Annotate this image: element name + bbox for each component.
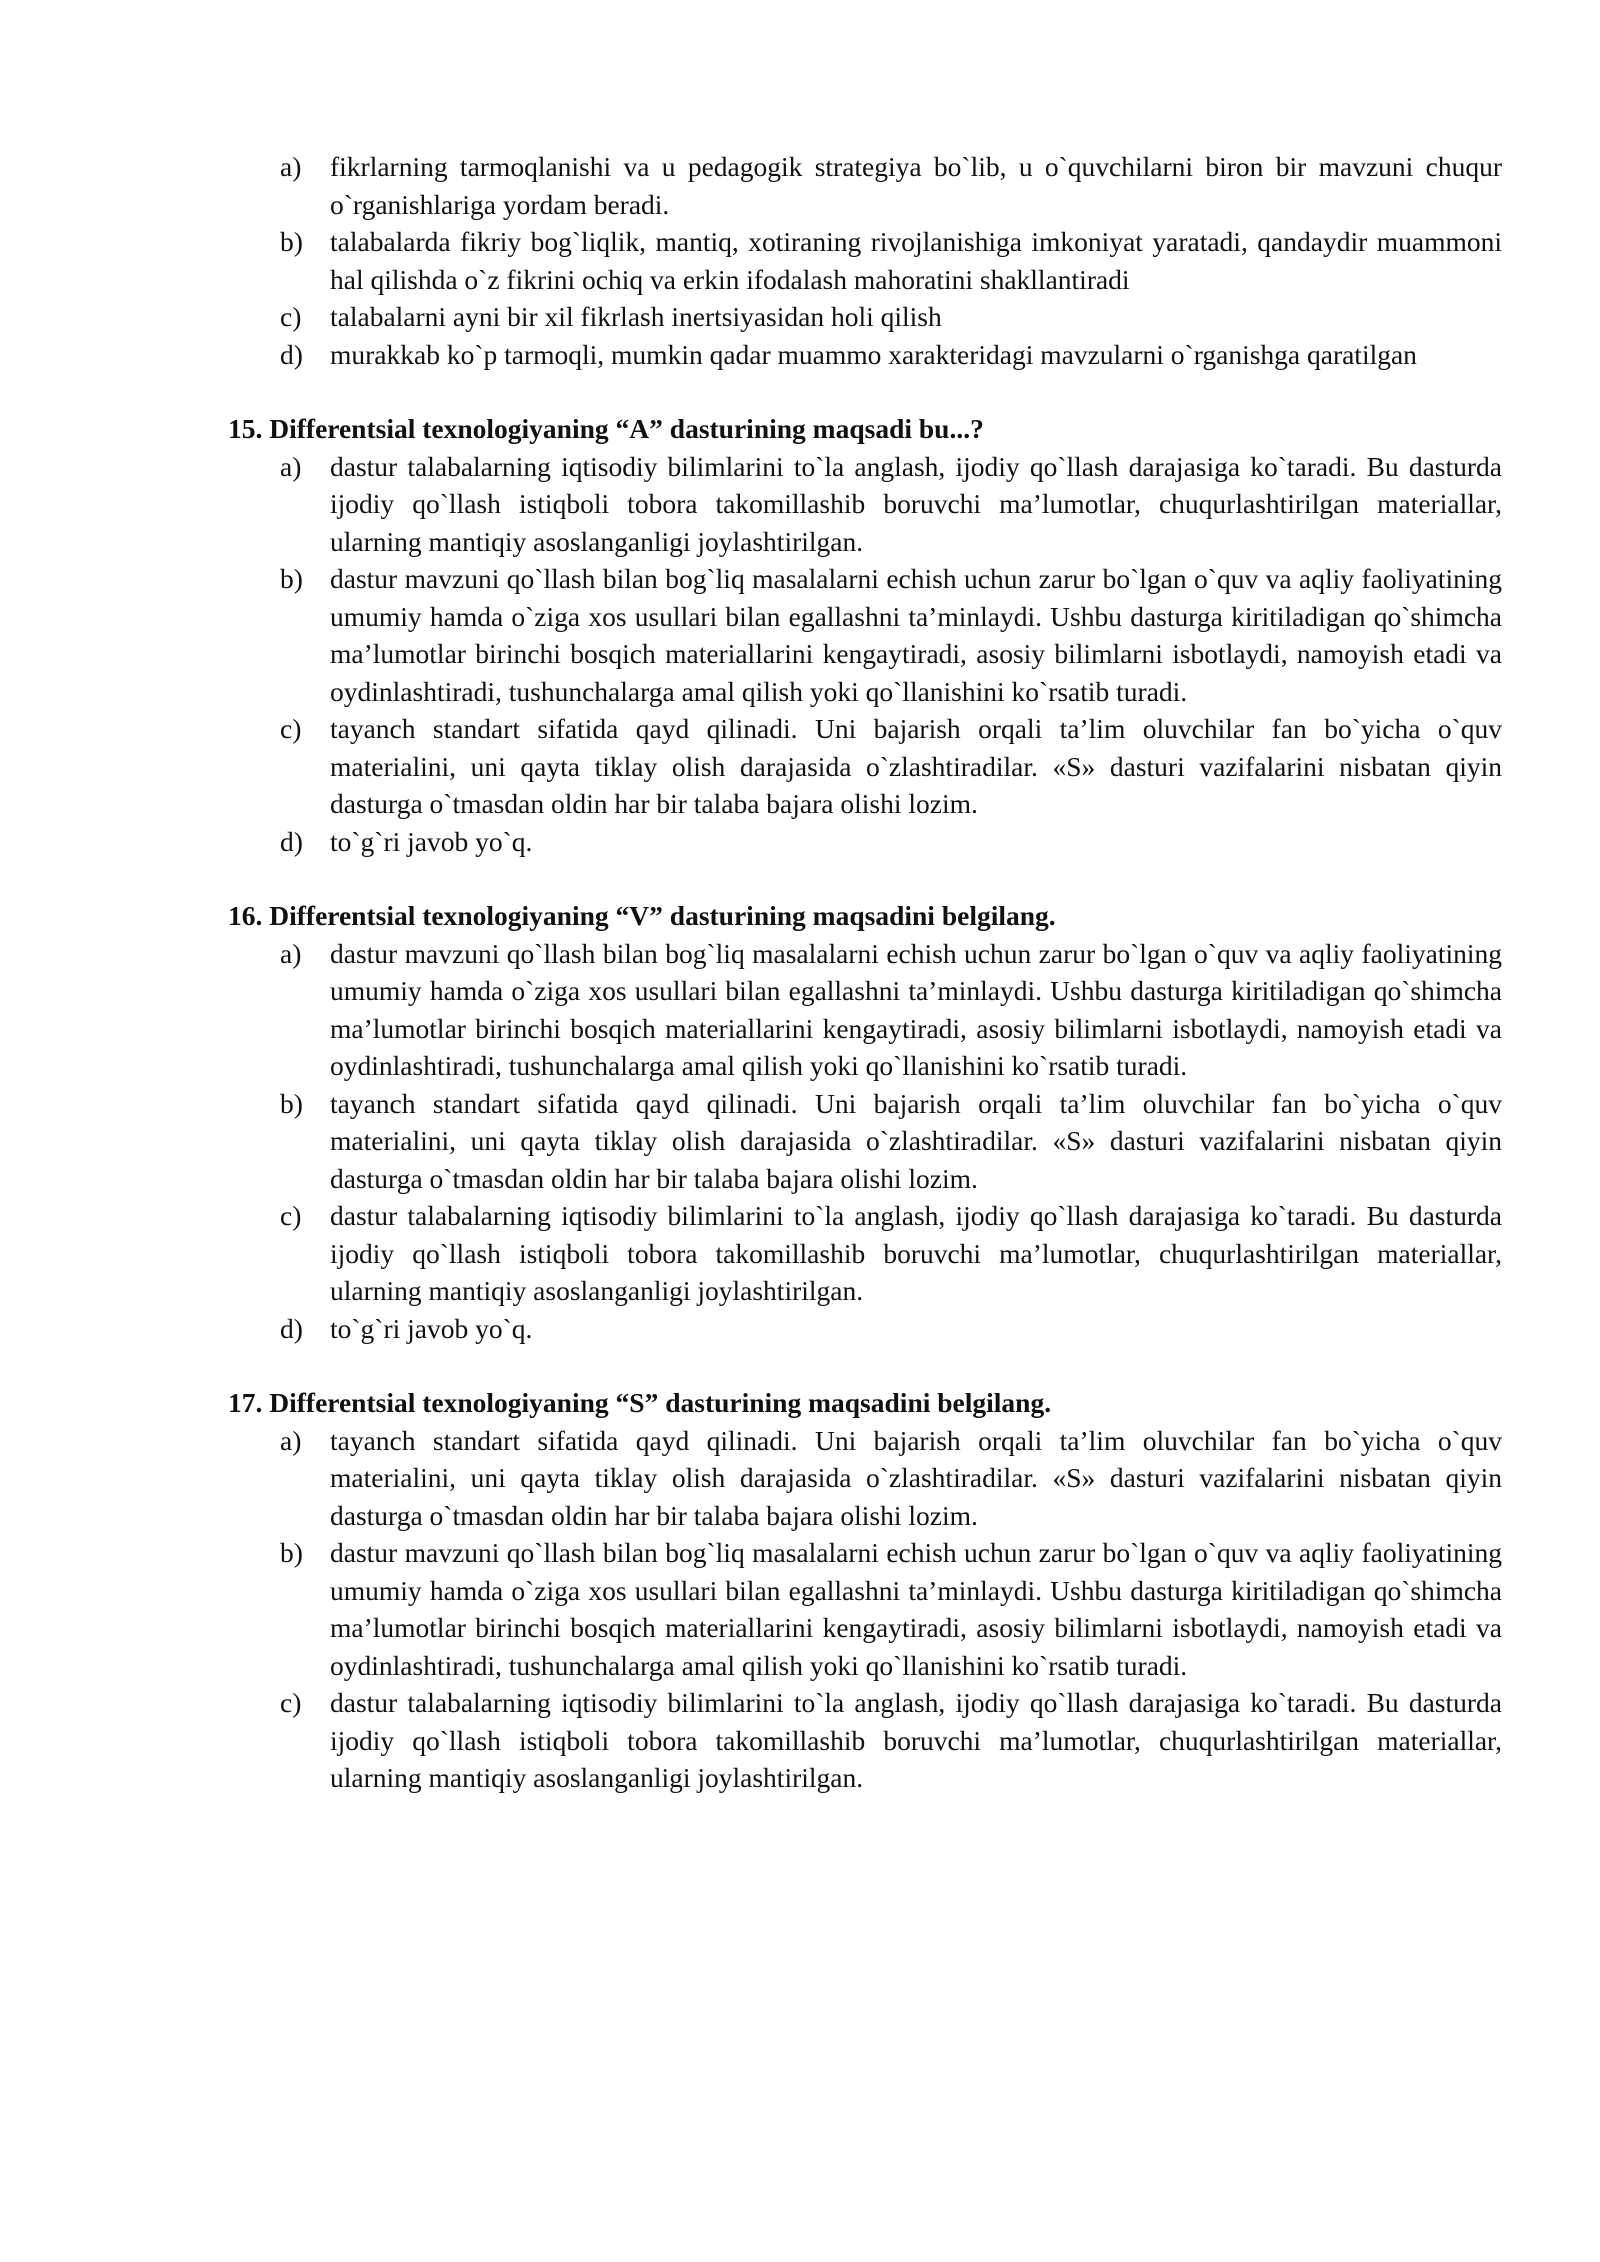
option-letter: c) — [280, 1200, 302, 1231]
option-d — [280, 1310, 1502, 1348]
option-d — [280, 336, 1502, 374]
option-letter: b) — [280, 1087, 303, 1119]
option-a — [280, 1422, 1502, 1535]
option-a — [280, 448, 1502, 561]
question-title: 15. Differentsial texnologiyaning “A” dasturining maqsadi bu...? — [228, 413, 984, 444]
intro-options-list — [228, 148, 1502, 373]
option-letter: a) — [280, 151, 302, 182]
question-17 — [228, 1384, 1502, 1797]
option-text: dastur mavzuni qo`llash bilan bog`liq masalalarni echish uchun zarur bo`lgan o`quv va aqliy faoliyatining umumiy hamda o`ziga xos usullari bilan egallashni ta’minlaydi. Ushbu dasturga kiritiladigan qo`shimcha ma’lumotlar birinchi bosqich materiallarini kengaytiradi, asosiy bilimlarni isbotlaydi, namoyish etadi va oydinlashtiradi, tushunchalarga amal qilish yoki qo`llanishini ko`rsatib turadi. — [330, 937, 1502, 1081]
option-b — [280, 560, 1502, 710]
option-text: tayanch standart sifatida qayd qilinadi. Uni bajarish orqali ta’lim oluvchilar fan bo`yicha o`quv materialini, uni qayta tiklay olish darajasida o`zlashtiradilar. «S» dasturi vazifalarini nisbatan qiyin dasturga o`tmasdan oldin har bir talaba bajara olishi lozim. — [330, 1087, 1502, 1194]
option-b — [280, 223, 1502, 298]
option-text: tayanch standart sifatida qayd qilinadi. Uni bajarish orqali ta’lim oluvchilar fan bo`yicha o`quv materialini, uni qayta tiklay olish darajasida o`zlashtiradilar. «S» dasturi vazifalarini nisbatan qiyin dasturga o`tmasdan oldin har bir talaba bajara olishi lozim. — [330, 713, 1502, 819]
option-text: murakkab ko`p tarmoqli, mumkin qadar muammo xarakteridagi mavzularni o`rganishga qaratilgan — [330, 338, 1417, 370]
option-b — [280, 1085, 1502, 1198]
option-c — [280, 1684, 1502, 1797]
option-a — [280, 148, 1502, 223]
question-15 — [228, 410, 1502, 860]
option-letter: d) — [280, 1312, 303, 1344]
option-b — [280, 1534, 1502, 1684]
option-text: fikrlarning tarmoqlanishi va u pedagogik strategiya bo`lib, u o`quvchilarni biron bir mavzuni chuqur o`rganishlariga yordam beradi. — [330, 151, 1502, 220]
option-letter: c) — [280, 301, 302, 332]
option-letter: b) — [280, 563, 303, 594]
option-text: dastur mavzuni qo`llash bilan bog`liq masalalarni echish uchun zarur bo`lgan o`quv va aqliy faoliyatining umumiy hamda o`ziga xos usullari bilan egallashni ta’minlaydi. Ushbu dasturga kiritiladigan qo`shimcha ma’lumotlar birinchi bosqich materiallarini kengaytiradi, asosiy bilimlarni isbotlaydi, namoyish etadi va oydinlashtiradi, tushunchalarga amal qilish yoki qo`llanishini ko`rsatib turadi. — [330, 1537, 1502, 1681]
option-text: dastur talabalarning iqtisodiy bilimlarini to`la anglash, ijodiy qo`llash darajasiga ko`taradi. Bu dasturda ijodiy qo`llash istiqboli tobora takomillashib boruvchi ma’lumotlar, chuqurlashtirilgan materiallar, ularning mantiqiy asoslanganligi joylashtirilgan. — [330, 450, 1502, 557]
option-text: dastur talabalarning iqtisodiy bilimlarini to`la anglash, ijodiy qo`llash darajasiga ko`taradi. Bu dasturda ijodiy qo`llash istiqboli tobora takomillashib boruvchi ma’lumotlar, chuqurlashtirilgan materiallar, ularning mantiqiy asoslanganligi joylashtirilgan. — [330, 1687, 1502, 1793]
option-c — [280, 1197, 1502, 1310]
option-letter: c) — [280, 1687, 302, 1718]
option-d — [280, 823, 1502, 861]
options-list — [228, 1422, 1502, 1797]
option-a — [280, 935, 1502, 1085]
question-title: 16. Differentsial texnologiyaning “V” dasturining maqsadini belgilang. — [228, 900, 1056, 931]
option-letter: d) — [280, 338, 303, 370]
option-letter: d) — [280, 825, 303, 857]
option-text: talabalarda fikriy bog`liqlik, mantiq, xotiraning rivojlanishiga imkoniyat yaratadi, qandaydir muammoni hal qilishda o`z fikrini ochiq va erkin ifodalash mahoratini shakllantiradi — [330, 226, 1502, 295]
option-letter: a) — [280, 1424, 302, 1456]
option-letter: b) — [280, 1537, 303, 1568]
question-title: 17. Differentsial texnologiyaning “S” dasturining maqsadini belgilang. — [228, 1387, 1052, 1418]
option-letter: a) — [280, 937, 302, 969]
option-c — [280, 298, 1502, 336]
options-list — [228, 935, 1502, 1348]
option-text: talabalarni ayni bir xil fikrlash inertsiyasidan holi qilish — [330, 301, 942, 332]
option-text: dastur mavzuni qo`llash bilan bog`liq masalalarni echish uchun zarur bo`lgan o`quv va aqliy faoliyatining umumiy hamda o`ziga xos usullari bilan egallashni ta’minlaydi. Ushbu dasturga kiritiladigan qo`shimcha ma’lumotlar birinchi bosqich materiallarini kengaytiradi, asosiy bilimlarni isbotlaydi, namoyish etadi va oydinlashtiradi, tushunchalarga amal qilish yoki qo`llanishini ko`rsatib turadi. — [330, 563, 1502, 707]
option-letter: b) — [280, 226, 303, 257]
options-list — [228, 448, 1502, 861]
option-letter: a) — [280, 450, 302, 482]
option-text: to`g`ri javob yo`q. — [330, 825, 533, 857]
option-letter: c) — [280, 713, 302, 744]
option-text: to`g`ri javob yo`q. — [330, 1312, 533, 1344]
option-text: tayanch standart sifatida qayd qilinadi. Uni bajarish orqali ta’lim oluvchilar fan bo`yicha o`quv materialini, uni qayta tiklay olish darajasida o`zlashtiradilar. «S» dasturi vazifalarini nisbatan qiyin dasturga o`tmasdan oldin har bir talaba bajara olishi lozim. — [330, 1424, 1502, 1531]
option-c — [280, 710, 1502, 823]
option-text: dastur talabalarning iqtisodiy bilimlarini to`la anglash, ijodiy qo`llash darajasiga ko`taradi. Bu dasturda ijodiy qo`llash istiqboli tobora takomillashib boruvchi ma’lumotlar, chuqurlashtirilgan materiallar, ularning mantiqiy asoslanganligi joylashtirilgan. — [330, 1200, 1502, 1306]
question-16 — [228, 897, 1502, 1347]
document-page — [228, 148, 1502, 1797]
